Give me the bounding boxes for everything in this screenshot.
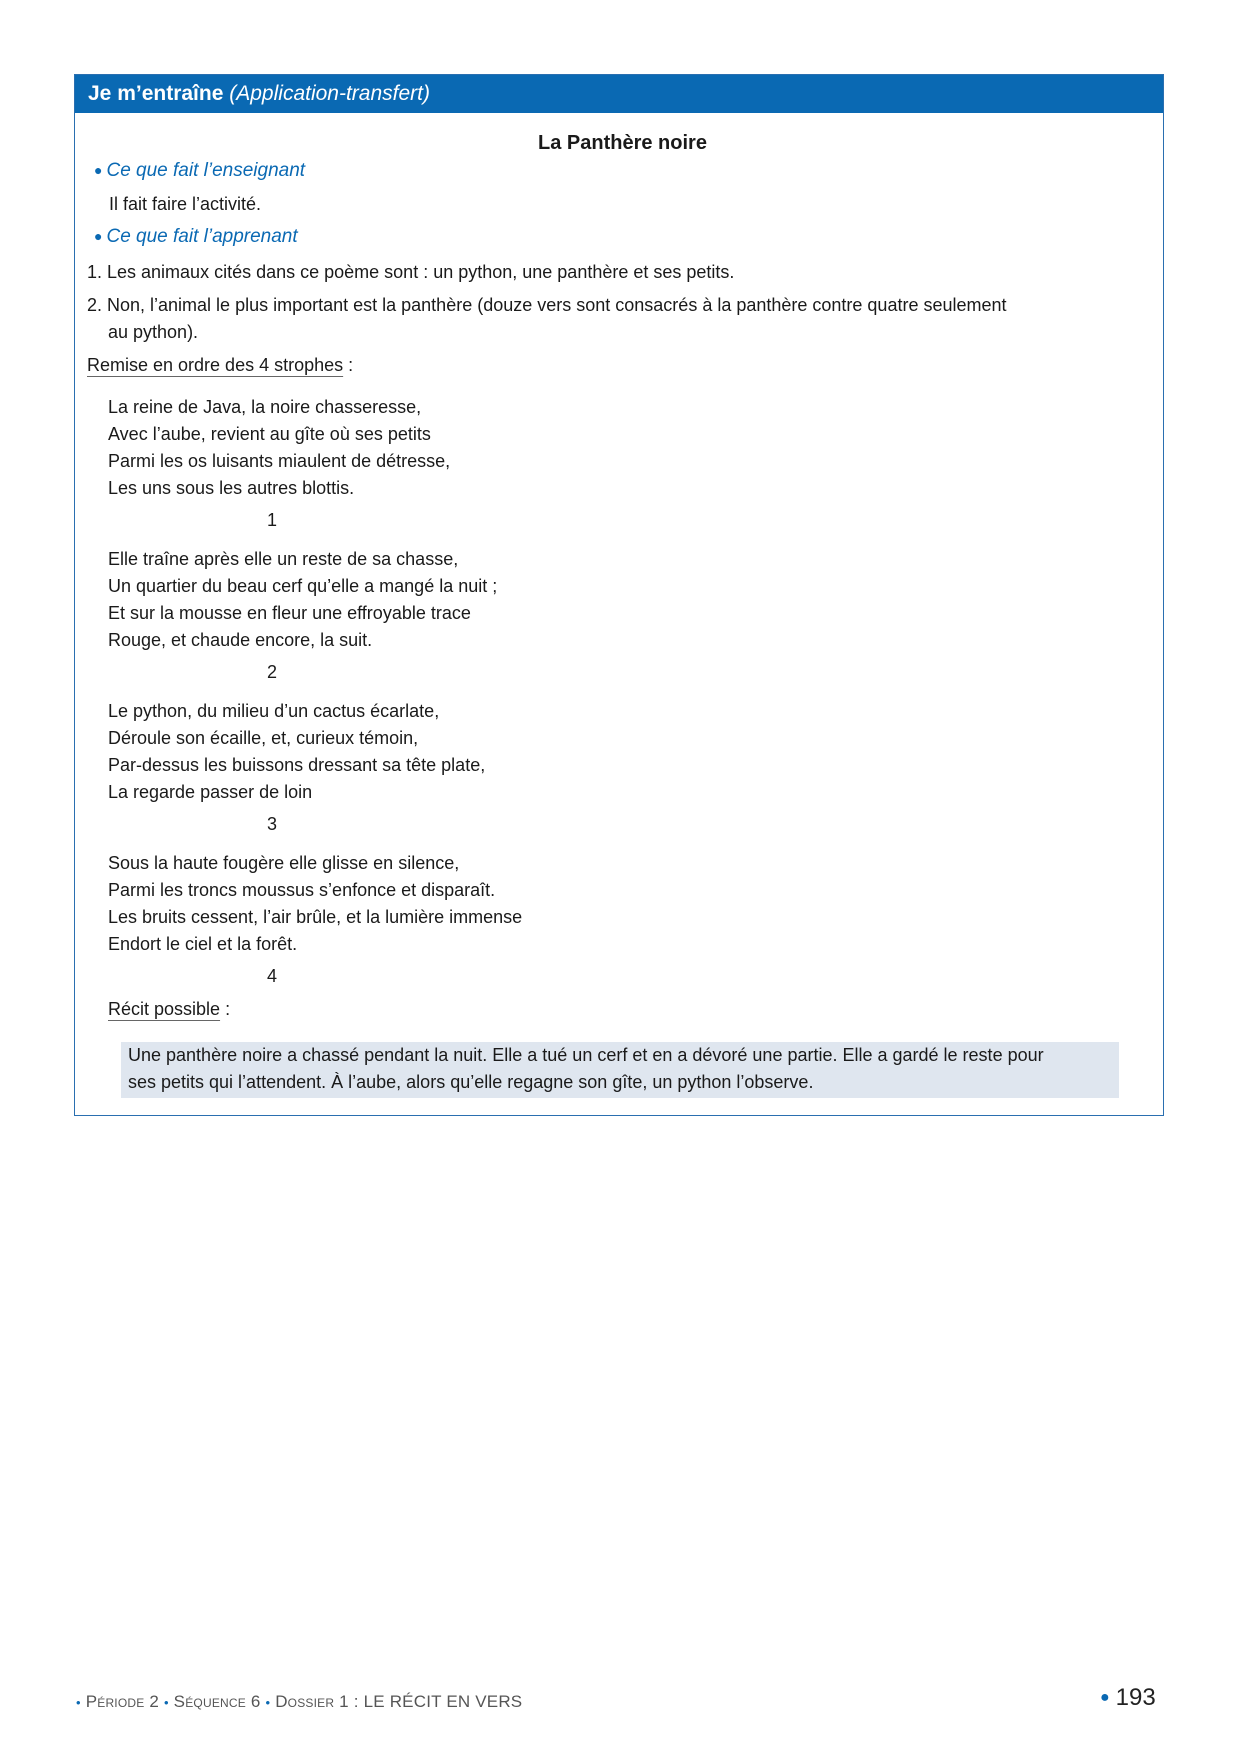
stanza-line: Le python, du milieu d’un cactus écarlate, [108, 701, 440, 721]
bullet-dot-icon: ● [94, 228, 103, 244]
recit-line-1: Une panthère noire a chassé pendant la nuit. Elle a tué un cerf et en a dévoré une partie. Elle a gardé le reste pour [128, 1045, 1044, 1065]
learner-section-label [94, 226, 298, 248]
answer-1: 1. Les animaux cités dans ce poème sont : un python, une panthère et ses petits. [87, 262, 735, 282]
recit-box [121, 1042, 1119, 1098]
page-number: 193 [1115, 1684, 1156, 1711]
stanza-line: Déroule son écaille, et, curieux témoin, [108, 728, 419, 748]
stanza-line: Un quartier du beau cerf qu’elle a mangé la nuit ; [108, 576, 498, 596]
stanza-line: Sous la haute fougère elle glisse en silence, [108, 853, 460, 873]
recit-colon: : [220, 999, 231, 1019]
teacher-text: Il fait faire l’activité. [109, 194, 262, 214]
bullet-dot-icon: ● [94, 162, 103, 178]
stanza-line: Rouge, et chaude encore, la suit. [108, 630, 373, 650]
stanza-line: La regarde passer de loin [108, 782, 313, 802]
footer-breadcrumb [76, 1692, 522, 1712]
poem-title: La Panthère noire [538, 132, 707, 154]
teacher-label-text: Ce que fait l’enseignant [106, 160, 306, 181]
footer-dot-icon: • [163, 1695, 169, 1710]
stanza-4 [108, 850, 522, 958]
stanza-line: La reine de Java, la noire chasseresse, [108, 397, 422, 417]
stanza-number: 2 [267, 662, 278, 682]
stanza-line: Et sur la mousse en fleur une effroyable trace [108, 603, 471, 623]
stanza-number: 4 [267, 966, 278, 986]
footer-sequence: Séquence 6 [173, 1692, 261, 1711]
stanza-line: Les bruits cessent, l’air brûle, et la lumière immense [108, 907, 523, 927]
footer-dot-icon: • [76, 1695, 81, 1710]
stanza-1 [108, 394, 450, 502]
stanza-line: Elle traîne après elle un reste de sa chasse, [108, 549, 459, 569]
footer-topic: : LE RÉCIT EN VERS [353, 1692, 523, 1711]
stanza-line: Avec l’aube, revient au gîte où ses petits [108, 424, 431, 444]
recit-label: Récit possible [108, 999, 221, 1019]
header-title: Je m’entraîne [88, 82, 224, 105]
stanza-line: Les uns sous les autres blottis. [108, 478, 355, 498]
stanza-2 [108, 546, 497, 654]
stanza-3 [108, 698, 485, 806]
answer-2-line-2: au python). [108, 322, 199, 342]
stanza-line: Par-dessus les buissons dressant sa tête plate, [108, 755, 486, 775]
answer-2-line-1: 2. Non, l’animal le plus important est la panthère (douze vers sont consacrés à la panthère contre quatre seulement [87, 295, 1007, 315]
recit-line-2: ses petits qui l’attendent. À l’aube, alors qu’elle regagne son gîte, un python l’observe. [128, 1072, 814, 1092]
page-number-block [1100, 1684, 1156, 1712]
footer-periode: Période 2 [85, 1692, 160, 1711]
footer-dot-icon: • [265, 1695, 271, 1710]
exercise-header [75, 75, 1163, 113]
stanza-line: Parmi les os luisants miaulent de détresse, [108, 451, 451, 471]
reorder-heading [87, 355, 353, 376]
page-dot-icon: ● [1100, 1689, 1110, 1706]
stanza-number: 3 [267, 814, 278, 834]
footer-dossier: Dossier 1 [275, 1692, 349, 1711]
teacher-section-label [94, 160, 305, 182]
stanza-line: Endort le ciel et la forêt. [108, 934, 298, 954]
reorder-label: Remise en ordre des 4 strophes [87, 355, 344, 375]
recit-heading [108, 999, 230, 1020]
reorder-colon: : [343, 355, 354, 375]
stanza-line: Parmi les troncs moussus s’enfonce et disparaît. [108, 880, 496, 900]
stanza-number: 1 [267, 510, 278, 530]
learner-label-text: Ce que fait l’apprenant [106, 226, 298, 247]
header-subtitle: (Application-transfert) [229, 82, 430, 105]
